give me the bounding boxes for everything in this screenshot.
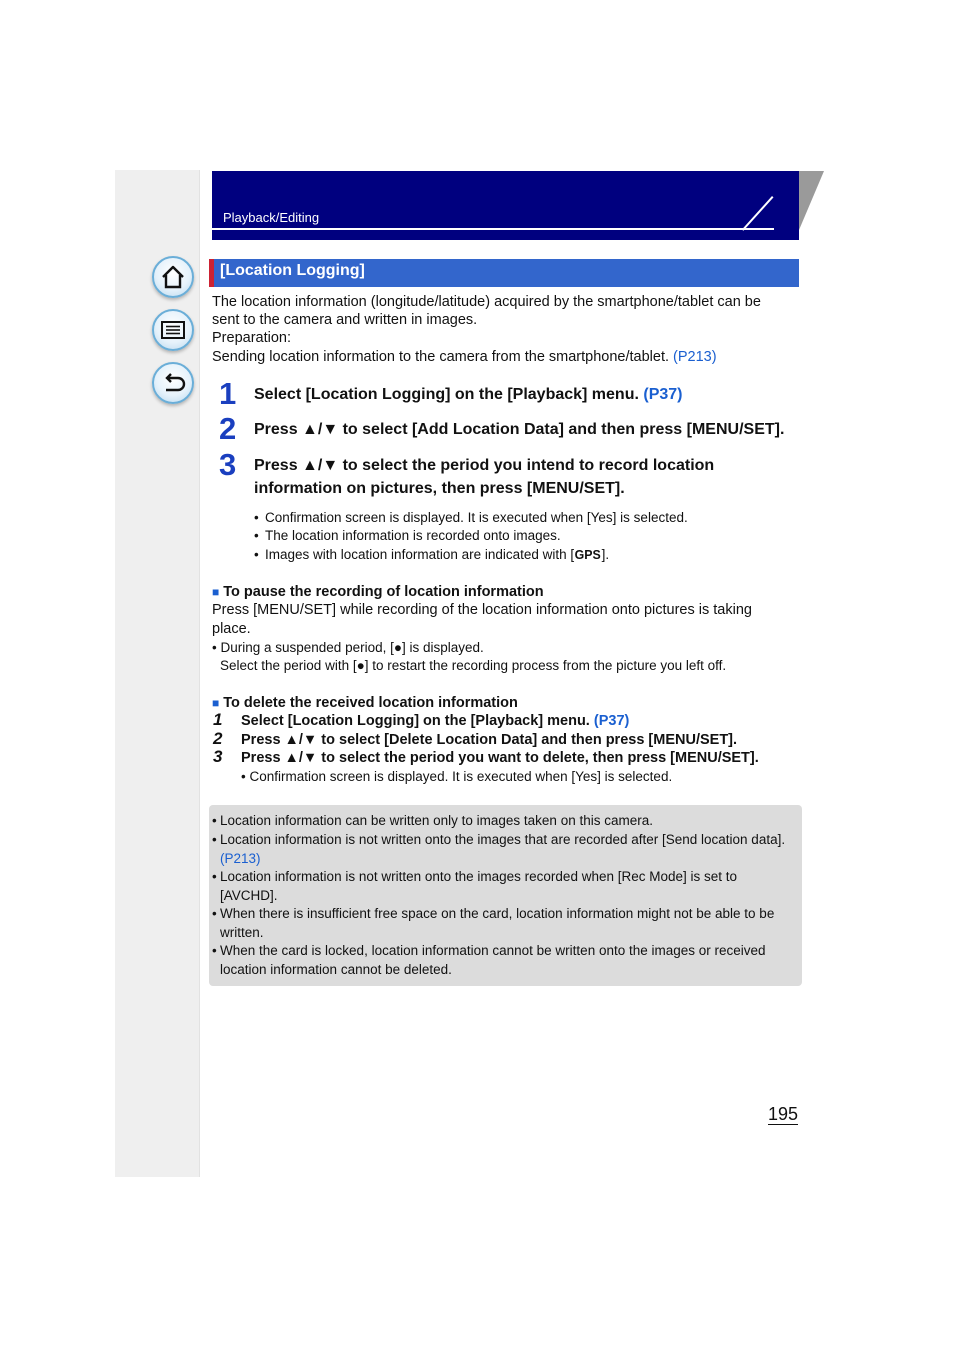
note-4: • When there is insufficient free space on the card, location information might not be able to be written. [212,906,775,940]
step-1-text [254,383,794,406]
delete-heading: ■ To delete the received location information [212,695,518,711]
note-p213-link[interactable]: (P213) [220,850,261,866]
note-1: • Location information can be written only to images taken on this camera. [212,813,653,828]
step-3-line-2: information on pictures, then press [MENU/SET]. [254,480,625,497]
step-3-bullet-3: • Images with location information are indicated with [GPS]. [254,547,610,562]
delete-step-3-number: 3 [213,747,223,766]
delete-step-3-text: Press ▲/▼ to select the period you want to delete, then press [MENU/SET]. [241,750,759,766]
home-icon [160,264,186,290]
page-number: 195 [768,1104,799,1124]
pause-line-1: Press [MENU/SET] while recording of the location information onto pictures is taking [212,602,752,618]
header-diagonal [742,196,774,231]
step-3-number: 3 [219,447,237,482]
section-title: [Location Logging] [209,259,799,287]
breadcrumb: Playback/Editing [223,210,320,225]
delete-p37-link[interactable]: (P37) [593,713,630,729]
pause-line-3: Select the period with [●] to restart the recording process from the picture you left off. [220,658,727,673]
delete-step-2-number: 2 [213,729,223,748]
delete-step-1-text: Select [Location Logging] on the [Playback] menu. (P37) [241,713,630,729]
record-dot-icon: ● [393,640,403,655]
note-3: • Location information is not written onto the images recorded when [Rec Mode] is set to [AVCHD]. [212,869,738,903]
note-2: • Location information is not written onto the images that are recorded after [Send location data]. (P213) [212,831,798,868]
back-button[interactable] [152,362,194,404]
intro-line-3: Preparation: [212,330,291,346]
pause-heading: ■ To pause the recording of location information [212,584,544,600]
corner-tab [799,171,824,230]
menu-list-icon [160,317,186,343]
gps-icon: GPS [574,547,601,562]
intro-line-1: The location information (longitude/latitude) acquired by the smartphone/tablet can be [212,294,761,310]
step-2-number: 2 [219,411,237,446]
step-1-number: 1 [219,376,237,411]
record-dot-icon-2: ● [356,658,365,673]
step-3-bullet-1: • Confirmation screen is displayed. It is executed when [Yes] is selected. [254,510,688,525]
step-3-bullet-2: • The location information is recorded onto images. [254,528,561,543]
step-2-text: Press ▲/▼ to select [Add Location Data] and then press [MENU/SET]. [254,421,785,438]
intro-line-4-text: Sending location information to the camera from the smartphone/tablet. [212,349,670,365]
step-3-line-1: Press ▲/▼ to select the period you intend to record location [254,457,715,474]
note-5: • When the card is locked, location information cannot be written onto the images or received location information cannot be deleted. [212,943,766,977]
delete-step-1-number: 1 [213,710,223,729]
step-1-label: Select [Location Logging] on the [Playback] menu. [254,386,639,403]
delete-step-2-text: Press ▲/▼ to select [Delete Location Data] and then press [MENU/SET]. [241,732,738,748]
intro-line-2: sent to the camera and written in images. [212,312,478,328]
menu-list-button[interactable] [152,309,194,351]
delete-bullet: • Confirmation screen is displayed. It is executed when [Yes] is selected. [241,769,673,784]
header-rule [212,228,774,230]
header-band [212,171,799,240]
p213-link[interactable]: (P213) [673,349,717,365]
pause-line-2: place. [212,621,251,637]
home-button[interactable] [152,256,194,298]
p37-link[interactable]: (P37) [643,386,683,403]
pause-bullet: • During a suspended period, [●] is displayed. [212,640,484,655]
intro-line-4 [212,348,792,367]
back-arrow-icon [160,370,186,396]
